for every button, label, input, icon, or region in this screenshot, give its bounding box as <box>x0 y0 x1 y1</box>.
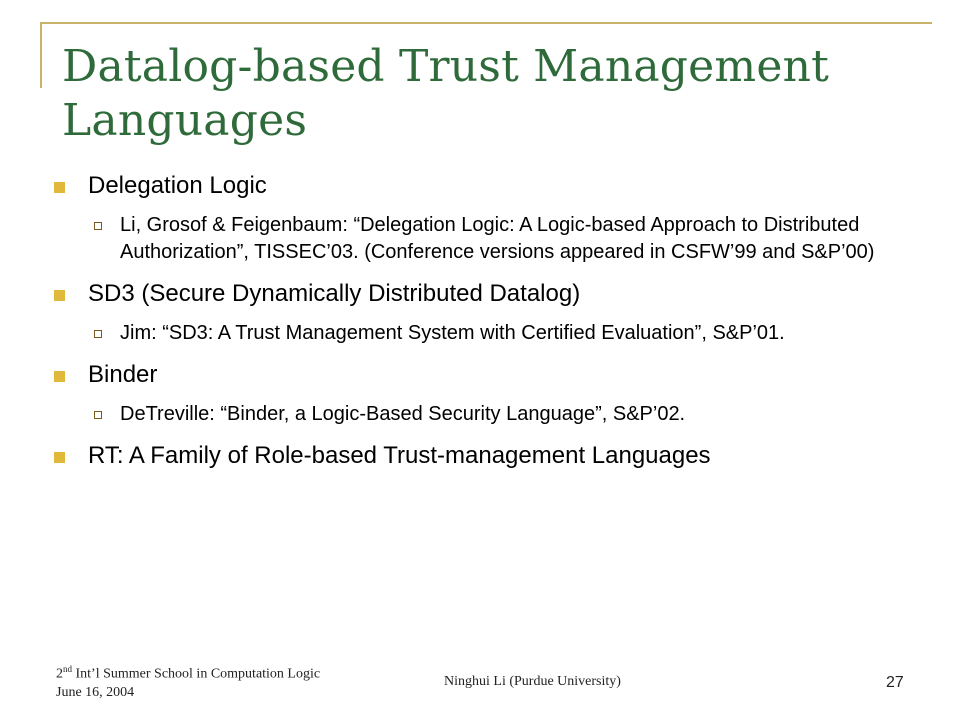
frame-top-rule <box>40 22 932 24</box>
sub-bullet-item <box>50 212 930 266</box>
bullet-text: Binder <box>88 361 158 388</box>
footer-date: June 16, 2004 <box>56 684 135 700</box>
footer-ordinal-number: 2 <box>56 666 63 682</box>
bullet-item <box>50 170 930 202</box>
frame-left-rule <box>40 22 42 88</box>
footer-event <box>56 660 320 702</box>
bullet-item <box>50 359 930 391</box>
square-bullet-icon <box>54 182 65 193</box>
bullet-item <box>50 278 930 310</box>
footer-author: Ninghui Li (Purdue University) <box>444 674 621 689</box>
hollow-square-bullet-icon <box>94 411 102 419</box>
bullet-item <box>50 440 930 472</box>
hollow-square-bullet-icon <box>94 222 102 230</box>
square-bullet-icon <box>54 290 65 301</box>
square-bullet-icon <box>54 371 65 382</box>
bullet-text: RT: A Family of Role-based Trust-management Languages <box>88 442 711 469</box>
sub-bullet-item <box>50 401 930 428</box>
square-bullet-icon <box>54 452 65 463</box>
footer-event-line <box>56 660 320 684</box>
footer-event-name: Int’l Summer School in Computation Logic <box>72 666 321 682</box>
bullet-text: SD3 (Secure Dynamically Distributed Datalog) <box>88 280 581 307</box>
sub-bullet-text: Li, Grosof & Feigenbaum: “Delegation Logic: A Logic-based Approach to Distributed Authorization”, TISSEC’03. (Conference versions appeared in CSFW’99 and S&P’00) <box>120 214 875 263</box>
page-number: 27 <box>886 674 904 691</box>
slide-title: Datalog-based Trust Management Languages <box>62 41 829 146</box>
hollow-square-bullet-icon <box>94 330 102 338</box>
sub-bullet-text: Jim: “SD3: A Trust Management System with Certified Evaluation”, S&P’01. <box>120 322 785 344</box>
bullet-list <box>50 170 930 482</box>
sub-bullet-item <box>50 320 930 347</box>
bullet-text: Delegation Logic <box>88 172 267 199</box>
footer-ordinal-suffix: nd <box>63 664 72 674</box>
sub-bullet-text: DeTreville: “Binder, a Logic-Based Security Language”, S&P’02. <box>120 403 686 425</box>
